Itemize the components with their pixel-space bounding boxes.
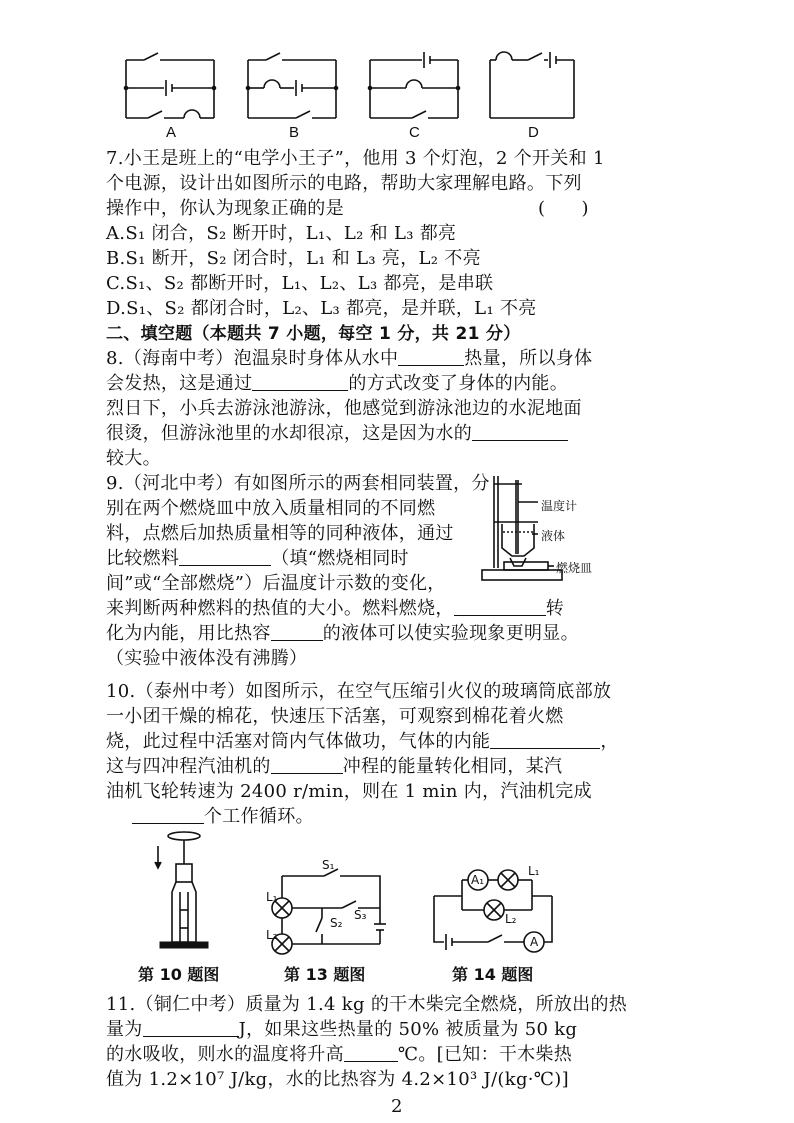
q11-line3 [106, 1043, 572, 1067]
label-l1: L₁ [266, 890, 278, 904]
q10-text-3a: 烧，此过程中活塞对筒内气体做功，气体的内能 [106, 731, 491, 752]
q9-blank-3[interactable] [271, 622, 323, 641]
label-lamp-l2: L₂ [505, 912, 517, 926]
q11-line4: 值为 1.2×10⁷ J/kg，水的比热容为 4.2×10³ J/(kg·℃)] [106, 1069, 569, 1090]
q8-blank-3[interactable] [472, 422, 568, 441]
q9-text-4b: （填“燃烧相同时 [271, 548, 409, 569]
circuit-diagram-c [368, 50, 460, 130]
q10-text-4a: 这与四冲程汽油机的 [106, 756, 271, 777]
q8-line5: 较大。 [106, 448, 161, 469]
section-heading-fill-in: 二、填空题（本题共 7 小题，每空 1 分，共 21 分） [106, 324, 521, 344]
q11-blank-1[interactable] [143, 1018, 239, 1037]
q11-line1: 11.（铜仁中考）质量为 1.4 kg 的干木柴完全燃烧，所放出的热 [106, 994, 628, 1015]
label-l2: L₂ [266, 928, 278, 942]
q7-stem-line3 [106, 197, 589, 221]
q7-option-d: D.S₁、S₂ 都闭合时，L₂、L₃ 都亮，是并联，L₁ 不亮 [106, 298, 537, 319]
q9-line2: 别在两个燃烧皿中放入质量相同的不同燃 [106, 498, 436, 519]
q10-line3 [106, 730, 619, 754]
q8-blank-1[interactable] [398, 347, 464, 366]
page-number: 2 [391, 1096, 403, 1117]
q9-line1: 9.（河北中考）有如图所示的两套相同装置，分 [106, 473, 490, 494]
q9-line6 [106, 597, 564, 621]
q8-text-2b: 的方式改变了身体的内能。 [348, 373, 569, 394]
label-lamp-l1: L₁ [528, 864, 540, 878]
q8-line2 [106, 372, 568, 396]
q10-blank-2[interactable] [271, 755, 343, 774]
option-label-d: D [528, 124, 539, 141]
label-s3: S₃ [354, 908, 367, 922]
option-label-a: A [166, 124, 177, 141]
q11-line2 [106, 1018, 577, 1042]
q9-blank-1[interactable] [179, 547, 271, 566]
caption-fig13: 第 13 题图 [284, 965, 366, 984]
q9-line7 [106, 622, 579, 646]
q9-text-7a: 化为内能，用比热容 [106, 623, 271, 644]
caption-fig10: 第 10 题图 [138, 965, 220, 984]
q10-line5: 油机飞轮转速为 2400 r/min，则在 1 min 内，汽油机完成 [106, 781, 592, 802]
circuit-figure-13 [258, 858, 390, 958]
fire-syringe-figure [150, 830, 214, 958]
q7-option-a: A.S₁ 闭合，S₂ 断开时，L₁、L₂ 和 L₃ 都亮 [106, 223, 457, 244]
q9-blank-2[interactable] [454, 597, 546, 616]
circuit-diagram-d [488, 44, 580, 130]
q11-text-2b: J，如果这些热量的 50% 被质量为 50 kg [238, 1019, 578, 1040]
option-label-c: C [409, 124, 420, 141]
q10-line1: 10.（泰州中考）如图所示，在空气压缩引火仪的玻璃筒底部放 [106, 681, 612, 702]
label-ammeter-a: A [530, 935, 539, 949]
q11-text-3b: ℃。[已知：干木柴热 [397, 1044, 573, 1065]
q8-line3: 烈日下，小兵去游泳池游泳，他感觉到游泳池边的水泥地面 [106, 398, 582, 419]
q10-line6 [106, 805, 314, 829]
q9-line8: （实验中液体没有沸腾） [106, 648, 308, 669]
q8-blank-2[interactable] [252, 372, 348, 391]
q8-text-4: 很烫，但游泳池里的水却很凉，这是因为水的 [106, 423, 472, 444]
caption-fig14: 第 14 题图 [452, 965, 534, 984]
q10-blank-1[interactable] [490, 730, 600, 749]
q10-line4 [106, 755, 562, 779]
q8-line1 [106, 347, 592, 371]
q8-text-2a: 会发热，这是通过 [106, 373, 253, 394]
label-s1: S₁ [322, 858, 335, 872]
q8-text-1b: 热量，所以身体 [464, 348, 593, 369]
q10-text-3b: ， [600, 731, 619, 752]
q10-blank-3[interactable] [132, 805, 204, 824]
label-thermometer: 温度计 [541, 499, 578, 513]
q7-stem-text: 操作中，你认为现象正确的是 [106, 198, 344, 219]
q9-text-7b: 的液体可以使实验现象更明显。 [322, 623, 579, 644]
q7-stem-line1: 7.小王是班上的“电学小王子”，他用 3 个灯泡，2 个开关和 1 [106, 148, 605, 169]
q7-option-b: B.S₁ 断开，S₂ 闭合时，L₁ 和 L₃ 亮，L₂ 不亮 [106, 248, 481, 269]
q7-option-c: C.S₁、S₂ 都断开时，L₁、L₂、L₃ 都亮，是串联 [106, 273, 494, 294]
circuit-diagram-b [246, 50, 338, 130]
label-s2: S₂ [330, 916, 343, 930]
q11-blank-2[interactable] [344, 1043, 398, 1062]
circuit-diagram-a [124, 50, 216, 130]
q8-text-1a: 8.（海南中考）泡温泉时身体从水中 [106, 348, 399, 369]
q9-text-6a: 来判断两种燃料的热值的大小。燃料燃烧， [106, 598, 454, 619]
q10-text-4b: 冲程的能量转化相同，某汽 [342, 756, 563, 777]
q8-line4 [106, 422, 568, 446]
q11-text-2a: 量为 [106, 1019, 143, 1040]
answer-bracket[interactable]: ( ) [538, 198, 589, 219]
label-ammeter-a1: A₁ [471, 873, 485, 887]
q9-line5: 间”或“全部燃烧”）后温度计示数的变化， [106, 573, 446, 594]
q9-line3: 料，点燃后加热质量相等的同种液体，通过 [106, 523, 454, 544]
q10-line2: 一小团干燥的棉花，快速压下活塞，可观察到棉花着火燃 [106, 706, 564, 727]
q7-stem-line2: 个电源，设计出如图所示的电路，帮助大家理解电路。下列 [106, 173, 582, 194]
q11-text-3a: 的水吸收，则水的温度将升高 [106, 1044, 344, 1065]
option-label-b: B [289, 124, 300, 141]
q10-text-6: 个工作循环。 [204, 806, 314, 827]
q9-text-6b: 转 [545, 598, 565, 619]
label-burner-dish: 燃烧皿 [556, 561, 593, 575]
q9-line4 [106, 547, 409, 571]
label-liquid: 液体 [541, 529, 566, 543]
q9-text-4a: 比较燃料 [106, 548, 180, 569]
